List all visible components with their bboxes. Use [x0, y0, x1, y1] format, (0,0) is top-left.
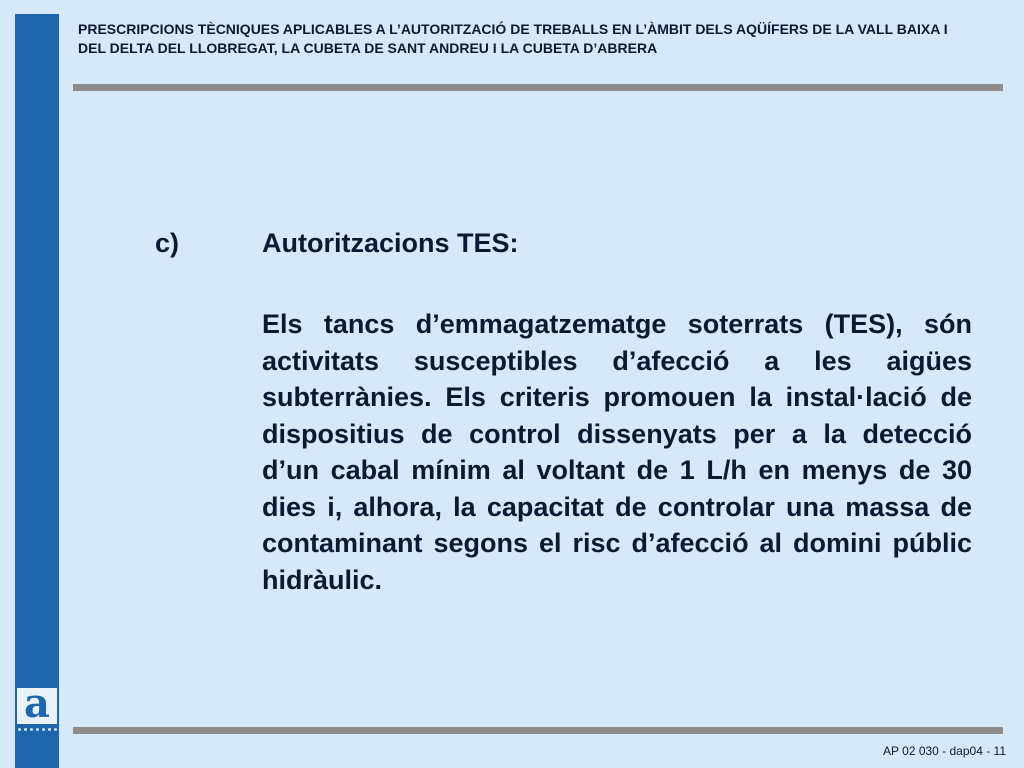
logo-letter: a [24, 680, 50, 727]
section-title: Autoritzacions TES: [262, 228, 519, 258]
logo-dots [18, 726, 58, 732]
body-paragraph: Els tancs d’emmagatzematge soterrats (TES), són activitats susceptibles d’afecció a les aigües subterrànies. Els criteris promouen la instal·lació de dispositius de control dissenyats per a la detecció d’un cabal mínim al voltant de 1 L/h en menys de 30 dies i, alhora, la capacitat de controlar una massa de contaminant segons el risc d’afecció al domini públic hidràulic. [262, 309, 972, 595]
section-label: c) [155, 228, 180, 258]
footer-reference: AP 02 030 - dap04 - 11 [883, 744, 1006, 758]
left-accent-bar [15, 14, 59, 686]
agency-logo-icon [15, 680, 59, 736]
header-title: PRESCRIPCIONS TÈCNIQUES APLICABLES A L’AUTORITZACIÓ DE TREBALLS EN L’ÀMBIT DELS AQÜÍFERS DE LA VALL BAIXA I DEL DELTA DEL LLOBREGAT, LA CUBETA DE SANT ANDREU I LA CUBETA D’ABRERA [78, 21, 948, 56]
logo-box [17, 680, 57, 727]
left-accent-bar-bottom [15, 736, 59, 768]
footer-divider [73, 727, 1003, 734]
header-divider [73, 84, 1003, 91]
